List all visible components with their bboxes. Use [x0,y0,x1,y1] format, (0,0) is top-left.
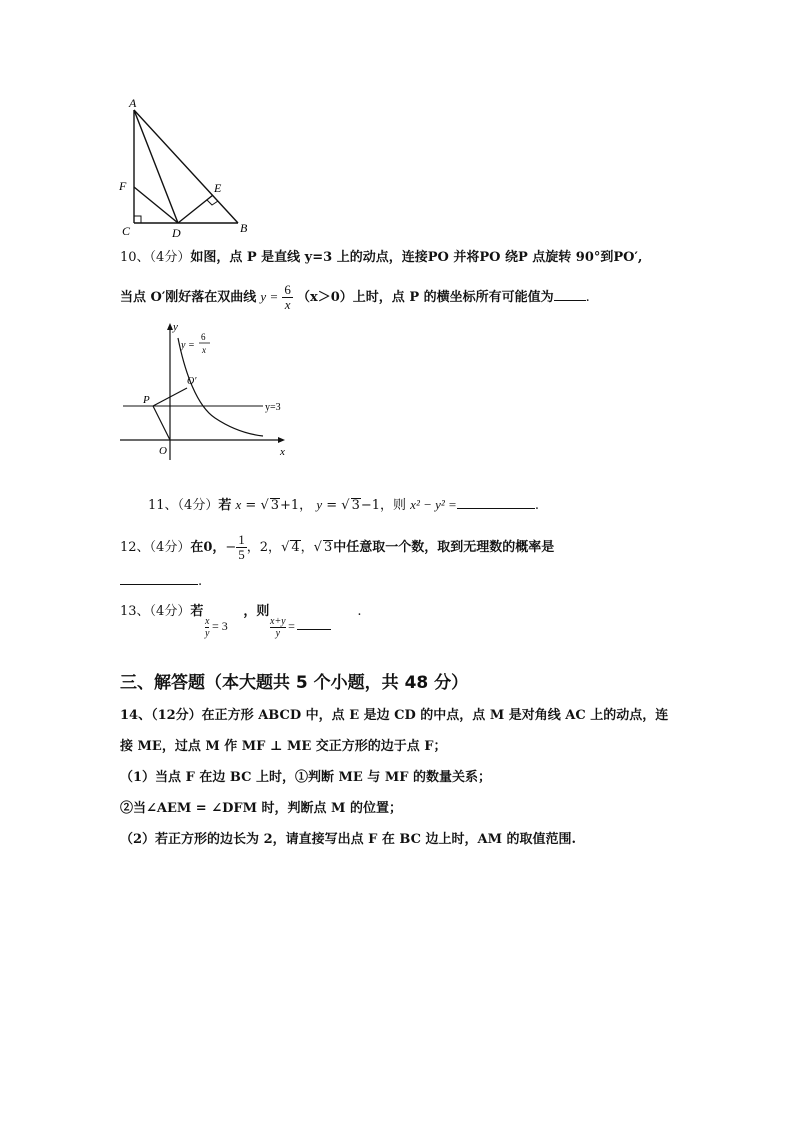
label-x-axis: x [280,446,285,458]
question-10-line2: 当点 O′刚好落在双曲线 y = $\frac{6}{x}$ （x＞0）上时，点 P 的横坐标所有可能值为 . [120,282,590,312]
curve-label-num: 6 [201,332,206,342]
right-angle-e [207,200,218,205]
answer-blank-13[interactable] [297,620,331,630]
curve-label-y: y = [181,340,195,351]
triangle-figure [110,95,270,240]
label-b: B [240,221,248,235]
question-10-line1: 10、（4分）如图，点 P 是直线 y=3 上的动点，连接PO 并将PO 绕P 点旋转 90°到PO′, [120,250,643,265]
fraction-1-over-5: $\frac{1}{5}$ [238,532,245,562]
answer-blank-12[interactable] [120,570,198,585]
label-y-axis: y [173,321,178,333]
hyperbola-curve [178,338,263,436]
question-14-line2: 接 ME，过点 M 作 MF ⊥ ME 交正方形的边于点 F； [120,739,447,754]
fraction-6-over-x: $\frac{6}{x}$ [284,282,291,312]
segment-de [178,195,213,223]
fraction-x-over-y: $\frac{x}{y}$ = 3 [205,616,228,639]
right-angle-c [134,216,141,223]
question-12: 12、（4分）在0，− $\frac{1}{5}$ ，2，√ 4，√ 3中任意取一个数，取到无理数的概率是 [120,532,555,562]
answer-blank-11[interactable] [457,494,535,509]
x-axis-arrow [278,437,285,443]
answer-blank-10[interactable] [554,286,586,301]
question-12-answer: . [120,570,202,592]
question-13: 13、（4分）若 ，则 . [120,604,362,619]
label-o-prime: O′ [187,376,197,387]
label-origin: O [159,445,167,457]
segment-ab [134,110,238,223]
question-14-line1: 14、（12分）在正方形 ABCD 中，点 E 是边 CD 的中点，点 M 是对角线 AC 上的动点，连 [120,708,669,723]
curve-label-den: x [202,345,206,355]
question-14-part2: （2）若正方形的边长为 2，请直接写出点 F 在 BC 边上时，AM 的取值范围. [120,832,577,847]
fraction-x-plus-y-over-y: $\frac{x+y}{y}$ = [270,616,331,639]
question-14-part1-2: ②当∠AEM = ∠DFM 时，判断点 M 的位置； [120,801,402,816]
label-a: A [129,96,137,110]
section-heading: 三、解答题（本大题共 5 个小题，共 48 分） [120,673,469,693]
label-line-y3: y=3 [265,402,281,413]
segment-ad [134,110,178,223]
segment-po [153,406,170,440]
label-p: P [143,394,150,406]
question-14-part1: （1）当点 F 在边 BC 上时，①判断 ME 与 MF 的数量关系； [120,770,491,785]
question-11: 11、（4分）若 x = √ 3+1， y = √ 3−1，则 x² − y² = . [148,494,539,516]
label-e: E [214,181,222,195]
coordinate-figure [115,318,295,460]
label-d: D [172,226,181,240]
label-c: C [122,224,131,238]
label-f: F [119,179,127,193]
